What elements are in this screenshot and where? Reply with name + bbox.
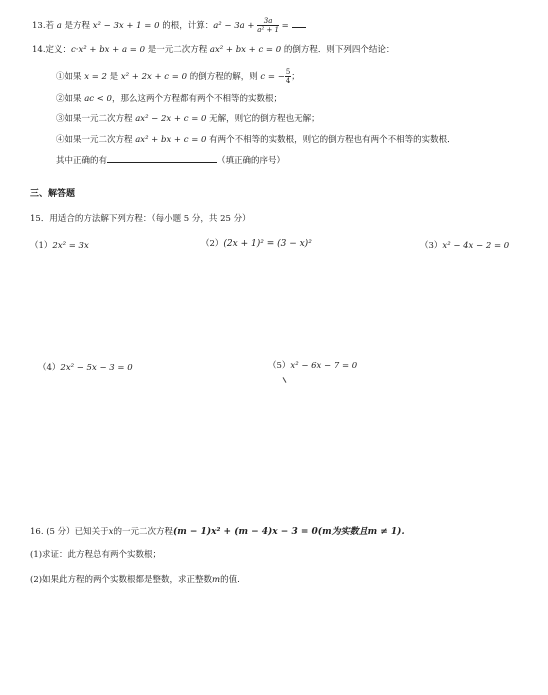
q15-problem-3 [420, 240, 509, 252]
question-14-intro [32, 44, 394, 56]
q16-part-1: (1)求证：此方程总有两个实数根； [30, 550, 162, 560]
q14-s1-frac-denominator: 4 [285, 77, 291, 85]
question-16-intro [30, 526, 405, 538]
q15-problem-4 [38, 362, 133, 374]
q13-suffix: 的根，计算： [159, 21, 214, 31]
q16-var-x: x [108, 527, 114, 537]
q14-intro-eq: ax² + bx + c = 0 [209, 45, 282, 55]
q16-part2-a: (2)如果此方程的两个实数根都是整数，求正整数 [30, 575, 213, 585]
q14-s3-a: ③如果一元二次方程 [56, 114, 136, 124]
q14-statement-2 [56, 93, 282, 105]
q16-intro-a: 16. (5 分）已知关于 [30, 527, 109, 537]
q14-s2-b: ，那么这两个方程都有两个不相等的实数根； [111, 94, 282, 104]
q15-p1-equation: 2x² = 3x [52, 241, 89, 251]
q14-s1-x: x = 2 [84, 72, 107, 82]
q14-intro-a: 定义： [45, 45, 72, 55]
q14-s4-a: ④如果一元二次方程 [56, 135, 136, 145]
q16-part-2 [30, 574, 240, 586]
question-13 [32, 17, 306, 34]
q15-p4-equation: 2x² − 5x − 3 = 0 [60, 363, 133, 373]
q14-s1-a: ①如果 [56, 72, 85, 82]
q13-fraction [257, 17, 279, 34]
q14-s1-eq: x² + 2x + c = 0 [120, 72, 187, 82]
q13-calc-lhs: a² − 3a + [213, 21, 258, 31]
q13-answer-blank[interactable] [292, 27, 306, 28]
q13-frac-numerator: 3a [257, 17, 279, 26]
q14-intro-c: 的倒方程．则下列四个结论： [281, 45, 395, 55]
q14-s4-b: 有两个不相等的实数根，则它的倒方程也有两个不相等的实数根． [206, 135, 456, 145]
q14-answer-blank[interactable] [107, 162, 217, 163]
q16-part2-b: 的值. [220, 575, 240, 585]
q15-p3-equation: x² − 4x − 2 = 0 [442, 241, 510, 251]
q13-middle: 是方程 [61, 21, 93, 31]
q14-s3-b: 无解，则它的倒方程也无解； [206, 114, 320, 124]
q14-statement-3 [56, 113, 320, 125]
q14-s2-cond: ac < 0 [84, 94, 112, 104]
q14-answer-a: 其中正确的有 [56, 156, 108, 166]
q14-intro-def: c·x² + bx + a = 0 [71, 45, 145, 55]
q14-answer-b: （填正确的序号） [217, 156, 286, 166]
q13-equals: = [278, 21, 292, 31]
q13-number: 13. [32, 21, 46, 31]
q15-p5-label: （5） [268, 361, 291, 371]
q14-s1-b: 是 [106, 72, 121, 82]
stray-mark [283, 377, 287, 383]
q14-s1-frac-numerator: 5 [285, 68, 291, 76]
q15-p2-equation: (2x + 1)² = (3 − x)² [223, 239, 312, 249]
q14-s1-end: ； [291, 72, 300, 82]
q14-statement-4 [56, 134, 456, 146]
q14-number: 14. [32, 45, 46, 55]
q13-var-a: a [56, 21, 62, 31]
q15-problem-2 [201, 238, 312, 250]
q13-equation: x² − 3x + 1 = 0 [92, 21, 160, 31]
q14-s4-eq: ax² + bx + c = 0 [135, 135, 207, 145]
q14-s2-a: ②如果 [56, 94, 85, 104]
q15-problem-1 [30, 240, 89, 252]
q15-p4-label: （4） [38, 363, 61, 373]
q16-part2-var: m [212, 575, 221, 585]
q15-problem-5 [268, 360, 357, 372]
q13-frac-denominator: a² + 1 [257, 26, 279, 34]
q15-p2-label: （2） [201, 239, 224, 249]
q15-p3-label: （3） [420, 241, 443, 251]
q14-intro-b: 是一元二次方程 [145, 45, 210, 55]
q14-s3-eq: ax² − 2x + c = 0 [135, 114, 207, 124]
q16-intro-b: 的一元二次方程 [113, 527, 173, 537]
q16-equation: (m − 1)x² + (m − 4)x − 3 = 0(m为实数且m ≠ 1). [172, 527, 405, 537]
q14-answer-line [56, 155, 285, 167]
section-3-heading: 三、解答题 [30, 189, 76, 199]
q14-s1-c: 的倒方程的解，则 [187, 72, 261, 82]
question-15-title: 15．用适合的方法解下列方程：（每小题 5 分，共 25 分） [30, 214, 251, 224]
q15-p5-equation: x² − 6x − 7 = 0 [290, 361, 358, 371]
q14-s1-c-eq: c = − [260, 72, 285, 82]
q13-prefix: 若 [45, 21, 57, 31]
q14-statement-1 [56, 68, 300, 85]
q15-p1-label: （1） [30, 241, 53, 251]
